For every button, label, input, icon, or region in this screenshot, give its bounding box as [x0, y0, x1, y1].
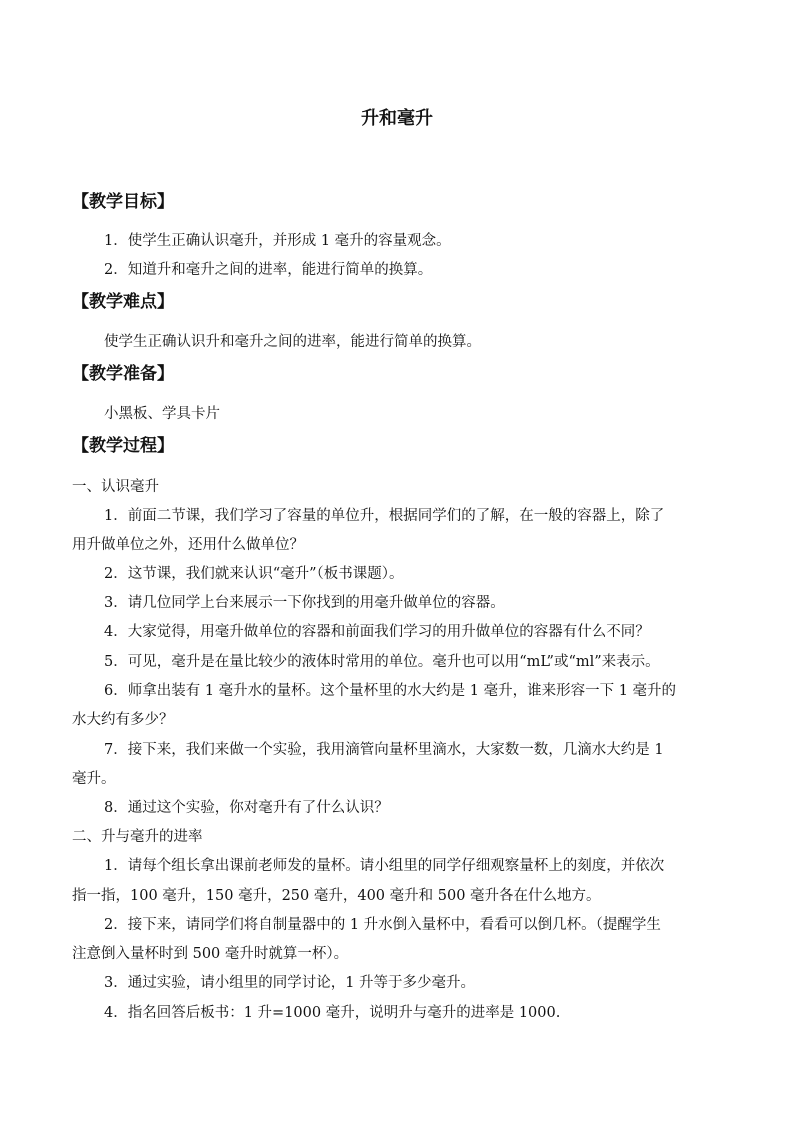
process-heading: 【教学过程】: [72, 436, 174, 456]
part1-line: 6．师拿出装有 1 毫升水的量杯。这个量杯里的水大约是 1 毫升，谁来形容一下 1 毫升的: [104, 683, 677, 699]
part1-line: 3．请几位同学上台来展示一下你找到的用毫升做单位的容器。: [104, 595, 505, 611]
part1-line: 水大约有多少？: [72, 712, 174, 728]
part2-line: 指一指，100 毫升，150 毫升，250 毫升，400 毫升和 500 毫升各在什么地方。: [72, 888, 601, 904]
part1-line: 1．前面二节课，我们学习了容量的单位升，根据同学们的了解，在一般的容器上，除了: [104, 508, 665, 524]
part1-line: 7．接下来，我们来做一个实验，我用滴管向量杯里滴水，大家数一数，几滴水大约是 1: [104, 742, 664, 758]
part2-line: 4．指名回答后板书：1 升=1000 毫升，说明升与毫升的进率是 1000.: [104, 1005, 561, 1021]
part1-line: 4．大家觉得，用毫升做单位的容器和前面我们学习的用升做单位的容器有什么不同？: [104, 624, 650, 640]
part2-line: 1．请每个组长拿出课前老师发的量杯。请小组里的同学仔细观察量杯上的刻度，并依次: [104, 858, 665, 874]
preparation-heading: 【教学准备】: [72, 364, 174, 384]
difficulty-heading: 【教学难点】: [72, 292, 174, 312]
part1-line: 毫升。: [72, 771, 116, 787]
goal-item-1: 1．使学生正确认识毫升，并形成 1 毫升的容量观念。: [104, 233, 451, 249]
part2-line: 2．接下来，请同学们将自制量器中的 1 升水倒入量杯中，看看可以倒几杯。（提醒学生: [104, 917, 661, 933]
document-title: 升和毫升: [361, 108, 433, 129]
part1-line: 2．这节课，我们就来认识“毫升”（板书课题）。: [104, 566, 404, 582]
part2-line: 注意倒入量杯时到 500 毫升时就算一杯）。: [72, 946, 349, 962]
part1-line: 8．通过这个实验，你对毫升有了什么认识？: [104, 800, 389, 816]
part1-line: 用升做单位之外，还用什么做单位？: [72, 537, 304, 553]
difficulty-text: 使学生正确认识升和毫升之间的进率，能进行简单的换算。: [104, 334, 481, 350]
goal-item-2: 2．知道升和毫升之间的进率，能进行简单的换算。: [104, 262, 433, 278]
part1-title: 一、认识毫升: [72, 479, 159, 495]
preparation-text: 小黑板、学具卡片: [104, 406, 220, 422]
goals-heading: 【教学目标】: [72, 192, 174, 212]
part2-line: 3．通过实验，请小组里的同学讨论，1 升等于多少毫升。: [104, 975, 476, 991]
part1-line: 5．可见，毫升是在量比较少的液体时常用的单位。毫升也可以用“mL”或“ml”来表示。: [104, 654, 660, 670]
part2-title: 二、升与毫升的进率: [72, 829, 203, 845]
